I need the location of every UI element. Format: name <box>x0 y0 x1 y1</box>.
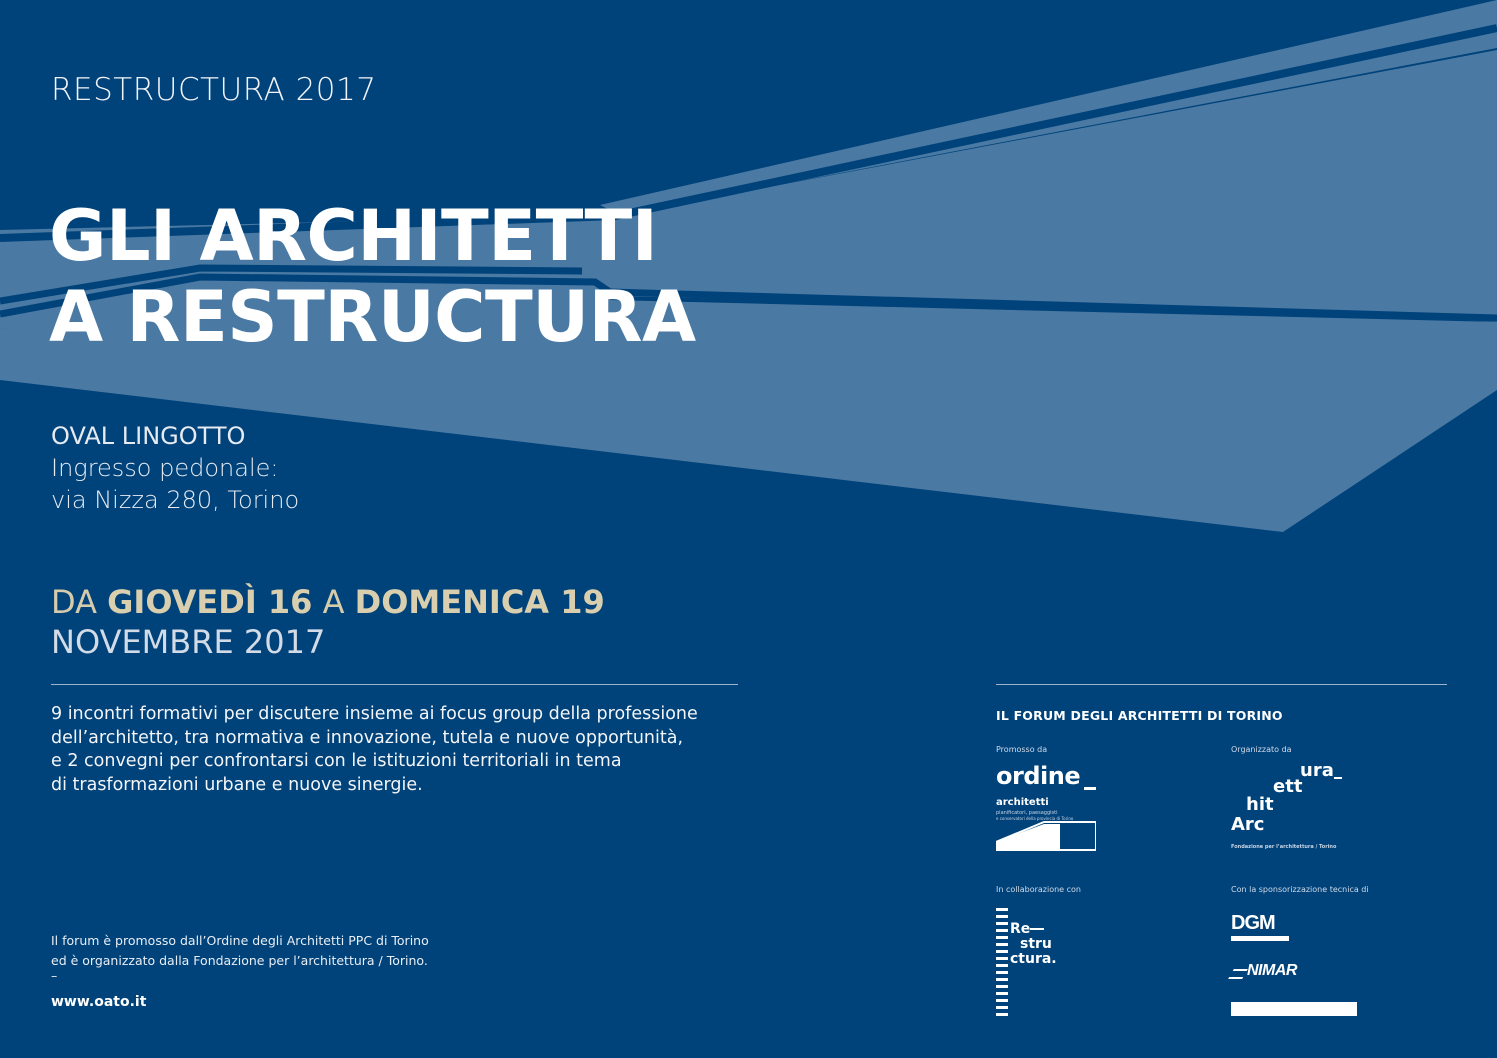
restructura-logo <box>996 908 1066 1018</box>
restructura-logo-line-1: Re <box>1010 921 1031 937</box>
left-divider <box>51 684 738 685</box>
fondazione-logo-word-2: ett <box>1273 776 1303 797</box>
forum-note-line-1: Il forum è promosso dall’Ordine degli Architetti PPC di Torino <box>51 933 429 948</box>
date-connector: A <box>322 583 345 621</box>
date-range <box>51 582 605 622</box>
promoted-label: Promosso da <box>996 745 1048 754</box>
third-sponsor-logo <box>1231 1002 1357 1016</box>
organized-label: Organizzato da <box>1231 745 1292 754</box>
nimar-logo-text: NIMAR <box>1247 962 1297 979</box>
headline-line-1: GLI ARCHITETTI <box>49 195 658 277</box>
ordine-logo-fine-2: e conservatori della provincia di Torino <box>996 816 1074 821</box>
sponsor-label: Con la sponsorizzazione tecnica di <box>1231 885 1369 894</box>
venue-address: via Nizza 280, Torino <box>51 486 300 514</box>
fondazione-logo-dash <box>1334 777 1342 779</box>
ordine-logo-graphic <box>996 820 1096 852</box>
fondazione-logo-fine: Fondazione per l’architettura / Torino <box>1231 844 1337 850</box>
date-to-day: DOMENICA 19 <box>354 583 605 621</box>
restructura-logo-line-3: ctura. <box>1010 951 1057 967</box>
fondazione-logo-word-4: Arc <box>1231 814 1265 835</box>
date-from-prefix: DA <box>51 583 97 621</box>
date-from-day: GIOVEDÌ 16 <box>107 583 313 621</box>
event-name: RESTRUCTURA 2017 <box>51 72 377 108</box>
restructura-logo-bar <box>1030 928 1044 930</box>
nimar-logo-mark <box>1228 969 1248 979</box>
collab-label: In collaborazione con <box>996 885 1081 894</box>
restructura-logo-stripes <box>996 908 1008 1018</box>
description-line: dell’architetto, tra normativa e innovazione, tutela e nuove opportunità, <box>51 727 684 748</box>
restructura-logo-line-2: stru <box>1020 936 1052 952</box>
venue-name: OVAL LINGOTTO <box>51 422 246 450</box>
description-line: e 2 convegni per confrontarsi con le istituzioni territoriali in tema <box>51 751 622 771</box>
dates-block <box>51 582 605 662</box>
venue-entrance: Ingresso pedonale: <box>51 454 279 482</box>
nimar-logo <box>1231 962 1321 984</box>
description <box>51 703 741 797</box>
website-link[interactable]: www.oato.it <box>51 994 147 1010</box>
ordine-logo-fine-1: pianificatori, paesaggisti <box>996 810 1058 816</box>
forum-note-line-2: ed è organizzato dalla Fondazione per l’architettura / Torino. <box>51 953 428 968</box>
fondazione-logo-word-3: hit <box>1246 794 1274 815</box>
ordine-logo-sub: architetti <box>996 797 1049 808</box>
fondazione-logo-word-1: ura <box>1300 760 1334 781</box>
venue-block <box>51 420 299 516</box>
ordine-logo <box>996 762 1106 854</box>
description-line: 9 incontri formativi per discutere insieme ai focus group della professione <box>51 704 698 724</box>
ordine-logo-word: ordine <box>996 762 1081 790</box>
fondazione-logo <box>1231 760 1371 855</box>
headline-line-2: A RESTRUCTURA <box>49 276 696 358</box>
date-month-year: NOVEMBRE 2017 <box>51 623 326 661</box>
description-line: di trasformazioni urbane e nuove sinergie. <box>51 774 423 795</box>
forum-note <box>51 931 429 981</box>
right-divider <box>996 684 1447 685</box>
forum-title: IL FORUM DEGLI ARCHITETTI DI TORINO <box>996 708 1283 723</box>
dgm-logo-text: DGM <box>1231 912 1275 934</box>
forum-note-dash: – <box>51 968 58 983</box>
headline <box>49 196 696 358</box>
ordine-logo-dash <box>1084 787 1096 790</box>
dgm-logo <box>1231 912 1291 944</box>
dgm-logo-bar <box>1231 936 1289 941</box>
